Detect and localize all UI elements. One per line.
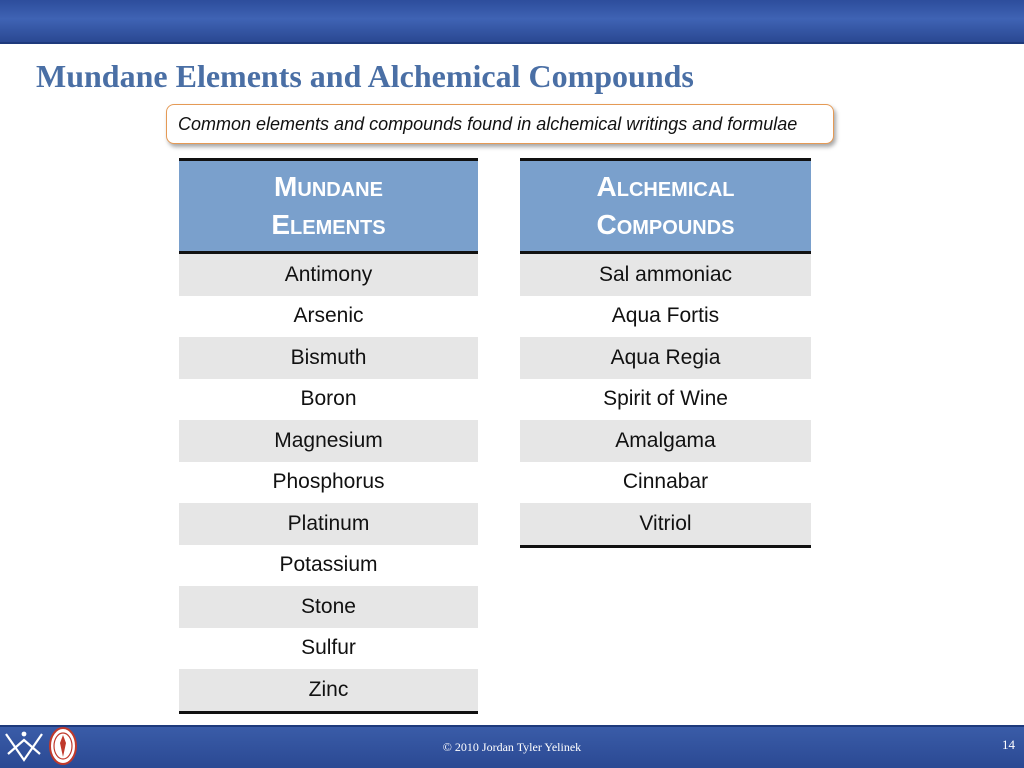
table-row <box>520 503 811 546</box>
alchemical-header-line1: Alchemical <box>596 171 735 202</box>
table-cell: Stone <box>179 586 478 628</box>
table-cell: Aqua Fortis <box>520 296 811 338</box>
table-row <box>179 420 478 462</box>
table-cell: Vitriol <box>520 503 811 546</box>
table-cell: Boron <box>179 379 478 421</box>
table-row <box>520 462 811 504</box>
top-band <box>0 0 1024 44</box>
table-row <box>179 253 478 296</box>
alchemical-compounds-table <box>520 158 811 548</box>
table-row <box>179 586 478 628</box>
table-cell: Aqua Regia <box>520 337 811 379</box>
table-cell: Platinum <box>179 503 478 545</box>
table-header-row <box>520 160 811 253</box>
table-row <box>179 503 478 545</box>
table-cell: Spirit of Wine <box>520 379 811 421</box>
mundane-header <box>179 160 478 253</box>
table-row <box>179 545 478 587</box>
table-row <box>179 628 478 670</box>
table-row <box>520 296 811 338</box>
table-cell: Phosphorus <box>179 462 478 504</box>
table-cell: Sulfur <box>179 628 478 670</box>
page-number: 14 <box>1002 737 1015 752</box>
table-cell: Potassium <box>179 545 478 587</box>
alchemical-header <box>520 160 811 253</box>
table-cell: Antimony <box>179 253 478 296</box>
table-row <box>179 379 478 421</box>
mundane-elements-table <box>179 158 478 714</box>
table-cell: Amalgama <box>520 420 811 462</box>
mundane-header-line1: Mundane <box>274 171 383 202</box>
table-row <box>179 669 478 712</box>
table-cell: Magnesium <box>179 420 478 462</box>
table-cell: Cinnabar <box>520 462 811 504</box>
table-header-row <box>179 160 478 253</box>
table-cell: Bismuth <box>179 337 478 379</box>
table-cell: Sal ammoniac <box>520 253 811 296</box>
subtitle-callout <box>166 104 834 144</box>
table-row <box>179 296 478 338</box>
alchemical-header-line2: Compounds <box>596 209 735 240</box>
table-row <box>520 253 811 296</box>
table-row <box>520 337 811 379</box>
table-cell: Arsenic <box>179 296 478 338</box>
subtitle-text: Common elements and compounds found in alchemical writings and formulae <box>178 113 798 134</box>
table-row <box>520 379 811 421</box>
table-row <box>520 420 811 462</box>
table-row <box>179 337 478 379</box>
mundane-header-line2: Elements <box>271 209 386 240</box>
table-cell: Zinc <box>179 669 478 712</box>
slide-title: Mundane Elements and Alchemical Compounds <box>36 58 694 94</box>
copyright-text: © 2010 Jordan Tyler Yelinek <box>442 740 582 754</box>
table-row <box>179 462 478 504</box>
